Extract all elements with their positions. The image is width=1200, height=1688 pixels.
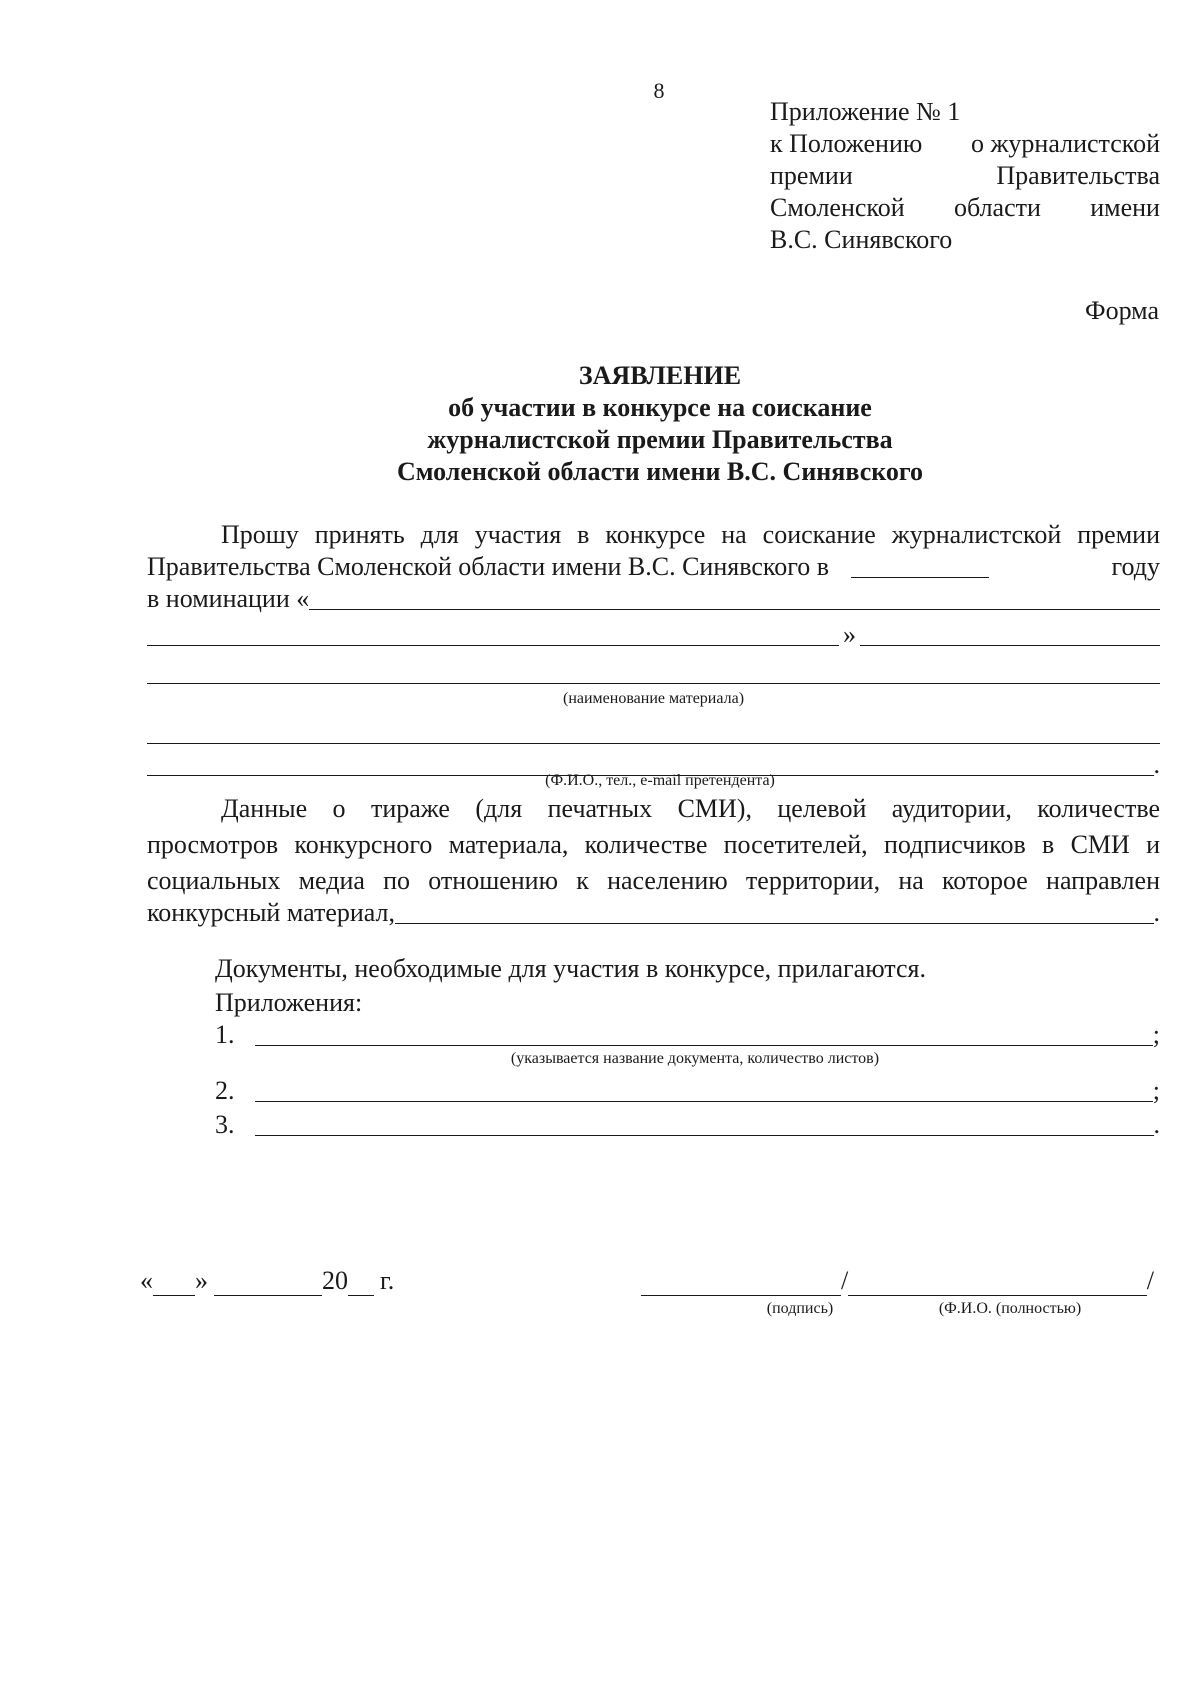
appendix-item-1-field[interactable] [255,1045,1153,1046]
caption-document-name: (указывается название документа, количество листов) [510,1050,880,1067]
appendix-item-3-field[interactable] [255,1135,1154,1136]
appendix-line-5: В.С. Синявского [770,225,953,254]
signature-field[interactable] [641,1275,841,1296]
title-line-4: Смоленской области имени В.С. Синявского [396,457,924,486]
appendix-line-3-left: премии [770,161,853,190]
date-month-field[interactable] [214,1275,322,1296]
date-year-prefix: 20 [322,1266,348,1295]
applicant-line-end: . [1153,750,1160,779]
form-label: Форма [1085,296,1159,325]
nomination-close-quote: » [843,620,856,649]
circulation-line-4 [147,898,1160,928]
appendix-line-1: Приложение № 1 [770,97,961,126]
caption-full-name: (Ф.И.О. (полностью) [938,1300,1082,1317]
appendix-item-2-field[interactable] [255,1101,1153,1102]
nomination-field-2[interactable] [147,645,839,646]
circulation-line-4-end: . [1153,898,1160,927]
year-field[interactable] [851,577,989,578]
material-field-1[interactable] [860,645,1160,646]
title-main: ЗАЯВЛЕНИЕ [578,361,742,390]
appendix-item-2-end: ; [1152,1076,1160,1105]
date-close-quote: » [195,1266,208,1295]
appendix-item-2 [215,1076,1160,1106]
appendix-item-3 [215,1110,1160,1140]
page-number: 8 [653,78,665,103]
appendix-line-3 [770,160,1160,192]
appendix-item-1-number: 1. [215,1020,235,1049]
nomination-prefix: в номинации « [147,584,310,613]
appendices-label: Приложения: [215,988,363,1017]
document-title [300,360,1020,488]
appendix-item-2-number: 2. [215,1076,235,1105]
date-year-suffix: г. [380,1266,395,1295]
appendix-line-4 [770,192,1160,224]
circulation-line-4-prefix: конкурсный материал, [147,898,396,927]
date-day-field[interactable] [153,1275,195,1296]
request-line-2-text: Правительства Смоленской области имени В.С. Синявского в [147,552,829,581]
request-line-3 [147,584,1160,614]
material-line [147,658,1160,688]
appendix-line-2 [770,128,1160,160]
appendix-line-2-left: к Положению [770,129,923,158]
appendix-item-1 [215,1020,1160,1050]
date-year-field[interactable] [348,1275,374,1296]
date-open-quote: « [140,1266,153,1295]
appendix-line-3-right: Правительства [996,161,1160,190]
request-line-2 [147,552,1160,582]
nomination-field-1[interactable] [309,609,1160,610]
appendix-line-4-b: области [953,193,1041,222]
circulation-line-1: Данные о тираже (для печатных СМИ), целевой аудитории, количестве [221,794,1160,823]
documents-statement: Документы, необходимые для участия в конкурсе, прилагаются. [215,954,926,983]
signature-slash-1: / [841,1266,849,1295]
material-field-2[interactable] [147,683,1160,684]
circulation-line-2: просмотров конкурсного материала, количестве посетителей, подписчиков в СМИ и [147,830,1160,859]
circulation-line-3: социальных медиа по отношению к населению территории, на которое направлен [147,866,1160,895]
title-line-3: журналистской премии Правительства [427,425,893,454]
appendix-line-4-c: имени [1090,193,1160,222]
caption-material-name: (наименование материала) [562,690,745,707]
appendix-item-1-end: ; [1152,1020,1160,1049]
caption-applicant: (Ф.И.О., тел., e-mail претендента) [545,772,775,789]
appendix-item-3-number: 3. [215,1110,235,1139]
appendix-line-4-a: Смоленской [770,193,905,222]
caption-signature: (подпись) [766,1300,834,1317]
appendix-item-3-end: . [1153,1110,1160,1139]
request-line-1: Прошу принять для участия в конкурсе на соискание журналистской премии [221,520,1160,549]
full-name-field[interactable] [848,1275,1147,1296]
circulation-field[interactable] [395,923,1153,924]
title-line-2: об участии в конкурсе на соискание [448,393,872,422]
signature-slash-2: / [1146,1266,1154,1295]
applicant-line-1 [147,718,1160,748]
appendix-block [770,96,1160,256]
request-line-2-end: году [1111,552,1160,581]
applicant-field-1[interactable] [147,743,1160,744]
request-line-4 [147,620,1160,650]
signature-row [641,1266,1154,1296]
date-row [140,1266,394,1296]
appendix-line-2-right: о журналистской [970,129,1160,158]
